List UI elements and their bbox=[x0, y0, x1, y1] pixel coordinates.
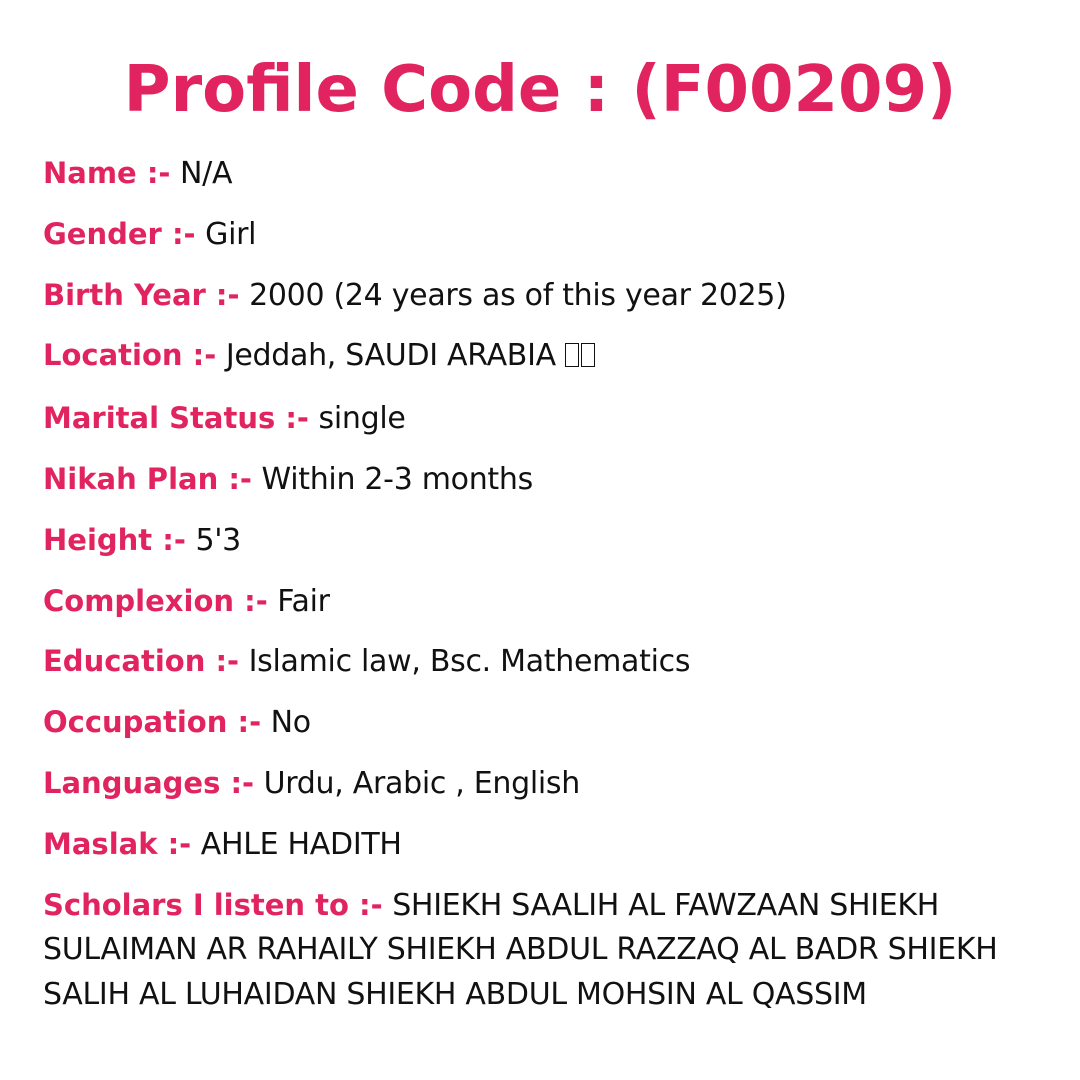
field-height bbox=[43, 518, 1043, 563]
field-label: Height :- bbox=[43, 522, 186, 557]
field-label: Nikah Plan :- bbox=[43, 461, 252, 496]
field-nikah-plan bbox=[43, 457, 1043, 502]
field-value: 2000 (24 years as of this year 2025) bbox=[249, 277, 787, 313]
field-name bbox=[43, 151, 1043, 196]
field-location bbox=[43, 333, 1043, 380]
field-value: Fair bbox=[277, 583, 330, 619]
field-label: Marital Status :- bbox=[43, 401, 309, 436]
field-value: Urdu, Arabic , English bbox=[263, 765, 580, 801]
field-scholars bbox=[43, 883, 1043, 1018]
field-value: Islamic law, Bsc. Mathematics bbox=[248, 644, 691, 680]
field-value: N/A bbox=[180, 156, 233, 191]
field-value: Jeddah, SAUDI ARABIA bbox=[225, 338, 556, 374]
field-label: Maslak :- bbox=[43, 826, 192, 861]
field-value: SHIEKH SAALIH AL FAWZAAN SHIEKH SULAIMAN AR RAHAILY SHIEKH ABDUL RAZZAQ AL BADR SHIEKH SALIH AL LUHAIDAN SHIEKH ABDUL MOHSIN AL QASSIM bbox=[43, 887, 998, 1012]
field-value: AHLE HADITH bbox=[200, 826, 402, 862]
field-label: Location :- bbox=[43, 338, 217, 373]
field-languages bbox=[43, 761, 1043, 806]
field-gender bbox=[43, 212, 1043, 257]
field-label: Name :- bbox=[43, 156, 171, 190]
field-value: No bbox=[270, 705, 311, 741]
field-label: Birth Year :- bbox=[43, 277, 240, 312]
profile-details bbox=[43, 151, 1043, 1033]
field-maslak bbox=[43, 822, 1043, 867]
field-value: Within 2-3 months bbox=[261, 461, 533, 497]
field-value: Girl bbox=[205, 216, 257, 252]
field-occupation bbox=[43, 700, 1043, 745]
field-complexion bbox=[43, 579, 1043, 624]
field-label: Complexion :- bbox=[43, 583, 268, 618]
field-label: Occupation :- bbox=[43, 705, 262, 740]
field-label: Education :- bbox=[43, 644, 240, 679]
missing-glyph-flag-icon bbox=[565, 336, 597, 380]
field-value: 5'3 bbox=[195, 522, 241, 558]
field-value: single bbox=[318, 401, 406, 437]
profile-title: Profile Code : (F00209) bbox=[123, 53, 957, 127]
field-label: Gender :- bbox=[43, 216, 196, 251]
field-birth-year bbox=[43, 273, 1043, 318]
field-label: Languages :- bbox=[43, 765, 255, 800]
field-label: Scholars I listen to :- bbox=[43, 887, 383, 922]
field-marital-status bbox=[43, 396, 1043, 441]
field-education bbox=[43, 639, 1043, 684]
